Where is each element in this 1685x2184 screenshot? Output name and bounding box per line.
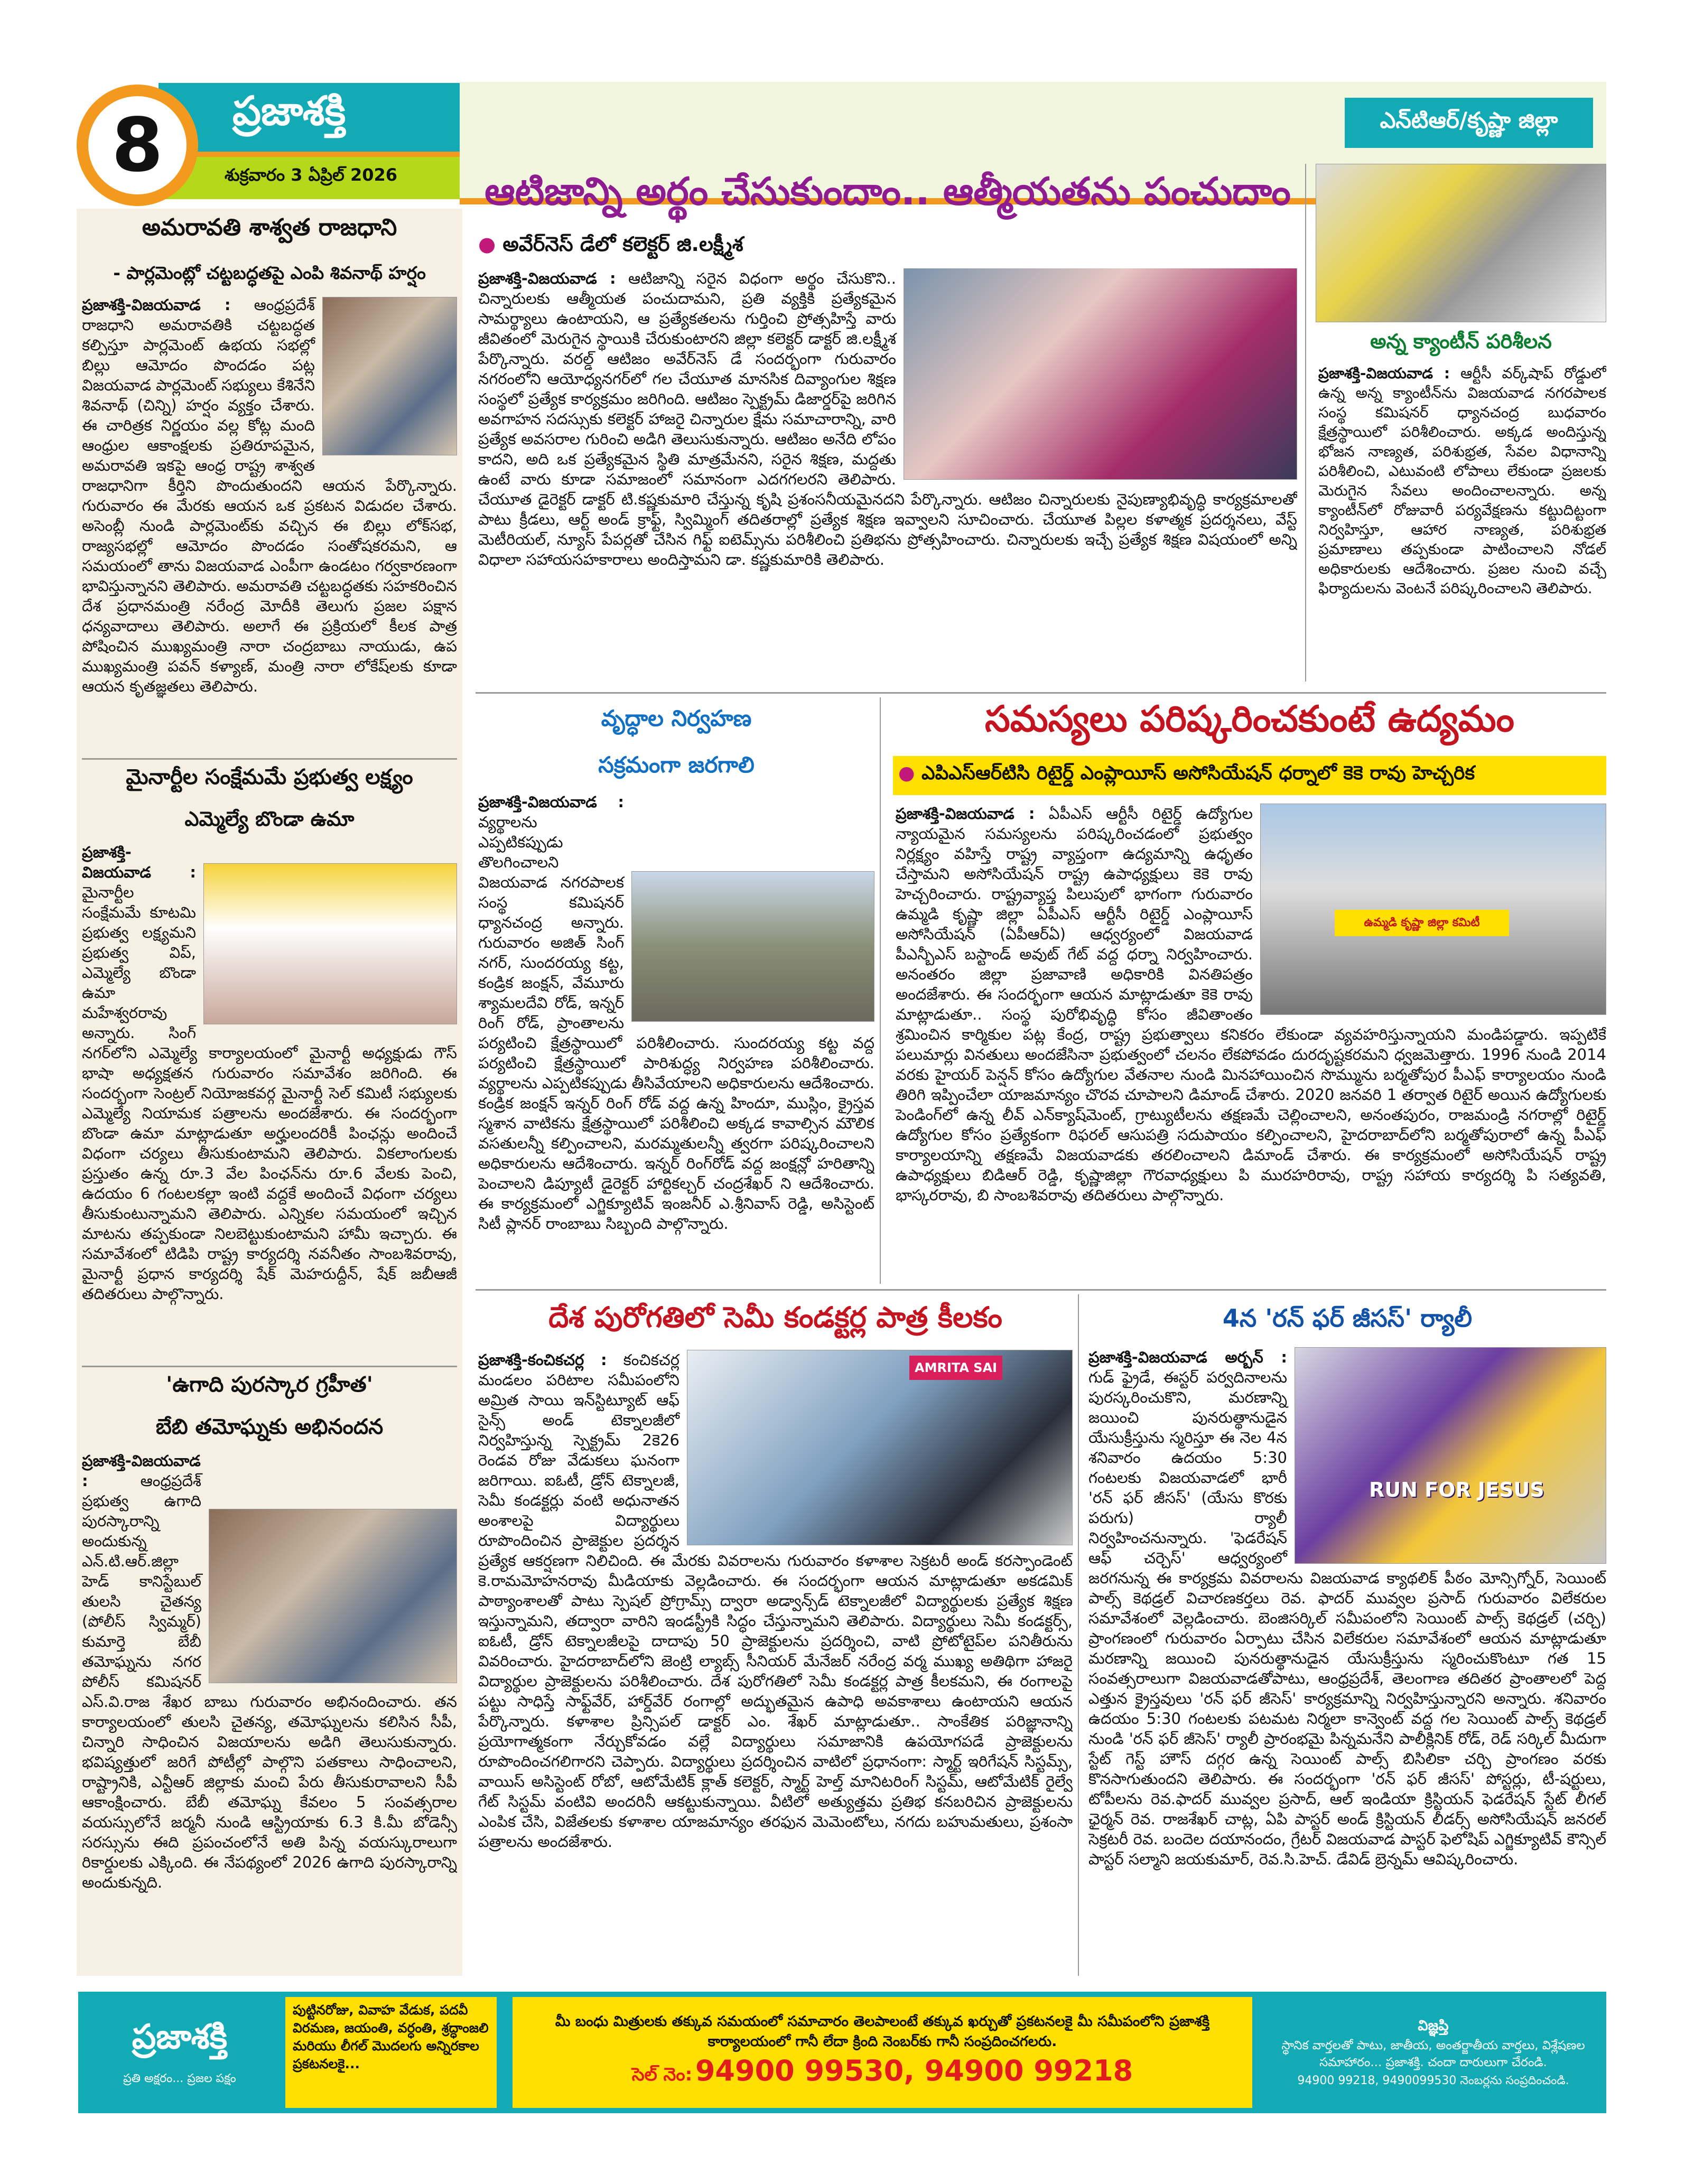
- masthead-orange-band: [159, 152, 460, 157]
- divider: [476, 692, 1606, 694]
- page-number-badge: [77, 85, 198, 206]
- semiconductor-article: [478, 1301, 1073, 1973]
- ugadi-body: ప్రజాశక్తి-విజయవాడ : ఆంధ్రప్రదేశ్ ప్రభుత్వ ఉగాది పురస్కారాన్ని అందుకున్న ఎన్.టి.ఆర్.జిల్లా హెడ్ కానిస్టేబుల్ తులసి చైతన్య (పోలీస్ స్విమ్మర్) కుమార్తె బేబీ తమోఘ్నను నగర పోలీస్ కమిషనర్ ఎస్.వి.రాజ శేఖర బాబు గురువారం అభినందించారు. తన కార్యాలయంలో తులసి చైతన్య, తమోఘ్నలను కలిసిన సీపీ, చిన్నారి సాధించిన విజయాలను అడిగి తెలుసుకున్నారు. భవిష్యత్తులో జరిగే పోటీల్లో పాల్గొని పతకాలు సాధించాలని, రాష్ట్రానికి, ఎన్టీఆర్ జిల్లాకు మంచి పేరు తీసుకురావాలని సీపీ ఆకాంక్షించారు. బేబీ తమోఘ్న కేవలం 5 సంవత్సరాల వయస్సులోనే జర్మనీ నుండి ఆస్ట్రియాకు 6.3 కి.మీ బోడెన్సీ సరస్సును ఈది ప్రపంచంలోనే అతి పిన్న వయస్కురాలుగా రికార్డులకు ఎక్కింది. ఈ నేపథ్యంలో 2026 ఉగాది పురస్కారాన్ని అందుకున్నది.: [82, 1452, 457, 1891]
- rally-poster-photo: [1295, 1347, 1606, 1564]
- semiconductor-headline: దేశ పురోగతిలో సెమీ కండక్టర్ల పాత్ర కీలకం: [548, 1301, 1002, 1334]
- college-banner: AMRITA SAI: [909, 1356, 1002, 1380]
- mp-photo: [322, 297, 457, 455]
- autism-body: ప్రజాశక్తి-విజయవాడ : ఆటిజాన్ని సరైన విధంగా అర్థం చేసుకొని.. చిన్నారులకు ఆత్మీయత పంచుదామని, ప్రతి వ్యక్తికి ప్రత్యేకమైన సామర్థ్యాలు ఉంటాయని, ఆ ప్రత్యేకతలను గుర్తించి ప్రోత్సహిస్తే వారు జీవితంలో మెరుగైన స్థాయికి చేరుకుంటారని జిల్లా కలెక్టర్ డాక్టర్ జి.లక్ష్మీశ పేర్కొన్నారు. వరల్డ్ ఆటిజం అవేర్‌నెస్ డే సందర్భంగా గురువారం నగరంలోని ఆయోధ్యనగర్‌లో గల చేయూత మానసిక దివ్యాంగుల శిక్షణ సంస్థలో ప్రత్యేక కార్యక్రమం జరిగింది. ఆటిజం స్పెక్ట్రమ్ డిజార్డర్‌పై జరిగిన అవగాహన సదస్సుకు కలెక్టర్ హాజరై చిన్నారుల క్షేమ సమాచారాన్ని, వారి ప్రత్యేక అవసరాల గురించి అడిగి తెలుసుకున్నారు. ఆటిజం అనేది లోపం కాదని, అది ఒక ప్రత్యేకమైన స్థితి మాత్రమేనని, సరైన శిక్షణ, మద్దతు ఉంటే వారు కూడా సమాజంలో సమానంగా ఎదగగలరని తెలిపారు. చేయూత డైరెక్టర్ డాక్టర్ టి.కష్ణకుమారి చేస్తున్న కృషి ప్రశంసనీయమైనదని పేర్కొన్నారు. ఆటిజం చిన్నారులకు నైపుణ్యాభివృద్ధి కార్యక్రమాలతో పాటు క్రీడలు, ఆర్ట్ అండ్ క్రాఫ్ట్, స్విమ్మింగ్ తదితరాల్లో ప్రత్యేక శిక్షణ ఇవ్వాలని సూచించారు. చేయూత పిల్లల కళాత్మక ప్రదర్శనలు, వేస్ట్ మెటీరియల్, న్యూస్ పేపర్లతో చేసిన గిఫ్ట్ ఐటెమ్స్‌ను పరిశీలించి ప్రతిభను ప్రోత్సహించారు. చిన్నారులకు ఇచ్చే ప్రత్యేక శిక్షణ విషయంలో అన్ని విధాలా సహాయసహకారాలు అందిస్తామని డా. కష్ణకుమారికి తెలిపారు.: [478, 268, 1297, 687]
- cell-numbers: 94900 99530, 94900 99218: [695, 2054, 1133, 2087]
- apsrtc-protest-photo: [1260, 804, 1606, 1015]
- minorities-body: ప్రజాశక్తి-విజయవాడ : మైనార్టీల సంక్షేమమే కూటమి ప్రభుత్వ లక్ష్యమని ప్రభుత్వ విప్, ఎమ్మెల్యే బొండా ఉమా మహేశ్వరరావు అన్నారు. సింగ్ నగర్‌లోని ఎమ్మెల్యే కార్యాలయంలో మైనార్టీ అధ్యక్షుడు గౌస్ భాషా అధ్యక్షతన గురువారం సమావేశం జరిగింది. ఈ సందర్భంగా సెంట్రల్ నియోజకవర్గ మైనార్టీ సెల్ కమిటీ సభ్యులకు ఎమ్మెల్యే నియామక పత్రాలను అందజేశారు. ఈ సందర్భంగా బొండా ఉమా మాట్లాడుతూ అర్హులందరికీ పింఛన్లు అందించే విధంగా చర్యలు తీసుకుంటామని తెలిపారు. వికలాంగులకు ప్రస్తుతం ఉన్న రూ.3 వేల పింఛన్‌ను రూ.6 వేలకు పెంచి, ఉదయం 6 గంటలకల్లా ఇంటి వద్దకే అందించే విధంగా చర్యలు తీసుకుంటున్నామని తెలిపారు. ఎన్నికల సమయంలో ఇచ్చిన మాటను తప్పకుండా నిలబెట్టుకుంటామని హామీ ఇచ్చారు. ఈ సమావేశంలో టిడిపి రాష్ట్ర కార్యదర్శి నవనీతం సాంబశివరావు, మైనార్టీ ప్రధాన కార్యదర్శి షేక్ మెహరుద్దీన్, షేక్ జబీఆజీ తదితరులు పాల్గొన్నారు.: [82, 843, 457, 1303]
- footer-cell: [632, 2055, 1133, 2094]
- cell-label: సెల్ నెం:: [631, 2064, 693, 2085]
- autism-event-photo: [904, 268, 1297, 480]
- canteen-article: [1316, 164, 1606, 682]
- notice-title: విజ్ఞప్తి: [1418, 2018, 1449, 2034]
- edition-label: ఎన్‌టిఆర్/కృష్ణా జిల్లా: [1345, 98, 1593, 148]
- page-number: 8: [111, 102, 163, 189]
- issue-date: శుక్రవారం 3 ఏప్రిల్ 2026: [225, 165, 398, 185]
- footer-tagline: ప్రతి అక్షరం... ప్రజల పక్షం: [123, 2071, 236, 2085]
- minorities-subhead: ఎమ్మెల్యే బొండా ఉమా: [184, 807, 355, 830]
- footer-offer-box: [513, 1997, 1252, 2108]
- semiconductor-photo: [687, 1350, 1073, 1545]
- roads-headline-2: సక్రమంగా జరగాలి: [598, 752, 755, 778]
- runforjesus-article: [1088, 1304, 1606, 1973]
- column-rule: [1305, 164, 1306, 682]
- divider: [476, 1289, 1606, 1291]
- commissioner-photo: [209, 1509, 457, 1683]
- paper-name: ప్రజాశక్తి: [232, 87, 346, 134]
- apsrtc-article: [893, 698, 1606, 1284]
- ugadi-headline: బేబి తమోఘ్నకు అభినందన: [155, 1415, 384, 1439]
- roads-headline-1: వృద్ధాల నిర్వహణ: [601, 705, 752, 731]
- minorities-article: [82, 765, 457, 1362]
- footer-brand: ప్రజాశక్తి: [132, 2017, 228, 2057]
- column-rule: [880, 697, 881, 1284]
- roads-inspection-photo: [631, 871, 874, 1022]
- semiconductor-body: AMRITA SAI ప్రజాశక్తి-కంచికచర్ల : కంచికచర్ల మండలం పరిటాల సమీపంలోని అమ్రిత సాయి ఇన్‌స్టిట్యూట్ ఆఫ్ సైన్స్ అండ్ టెక్నాలజీలో నిర్వహిస్తున్న స్పెక్ట్రమ్ 2కె26 రెండవ రోజు వేడుకలు ఘనంగా జరిగాయి. ఐఓటీ, డ్రోన్ టెక్నాలజీ, సెమీ కండక్టర్లు వంటి అధునాతన అంశాలపై విద్యార్థులు రూపొందించిన ప్రాజెక్టుల ప్రదర్శన ప్రత్యేక ఆకర్షణగా నిలిచింది. ఈ మేరకు వివరాలను గురువారం కళాశాల సెక్రటరీ అండ్ కరస్పాండెంట్ కె.రామమోహనరావు మీడియాకు వెల్లడించారు. ఈ సందర్భంగా ఆయన మాట్లాడుతూ అకడమిక్ పాఠ్యాంశాలతో పాటు స్పెషల్ ప్రోగ్రామ్స్ ద్వారా అడ్వాన్స్‌డ్ టెక్నాలజీలో విద్యార్థులకు ప్రత్యేక శిక్షణ ఇస్తున్నామని, తద్వారా వారిని ఇండస్ట్రీకి సిద్ధం చేస్తున్నామని తెలిపారు. విద్యార్థులు సెమీ కండక్టర్స్, ఐఓటీ, డ్రోన్ టెక్నాలజీలపై దాదాపు 50 ప్రాజెక్టులను ప్రదర్శించి, వాటి ప్రోటోటైప్‌ల పనితీరును వివరించారు. హైదరాబాద్‌లోని జెంట్రి ల్యాబ్స్ సీనియర్ మేనేజర్ నరేంద్ర వర్మ ముఖ్య అతిథిగా హాజరై విద్యార్థుల ప్రాజెక్టులను పరిశీలించారు. దేశ పురోగతిలో సెమీ కండక్టర్ల పాత్ర కీలకమని, ఈ రంగాలపై పట్టు సాధిస్తే సాఫ్ట్‌వేర్, హార్డ్‌వేర్ రంగాల్లో అద్భుతమైన ఉపాధి అవకాశాలు ఉంటాయని ఆయన పేర్కొన్నారు. కళాశాల ప్రిన్సిపల్ డాక్టర్ ఎం. శేఖర్ మాట్లాడుతూ.. సాంకేతిక పరిజ్ఞానాన్ని ప్రయోగాత్మకంగా నేర్చుకోవడం వల్లే విద్యార్థులు సమాజానికి ఉపయోగపడే ప్రాజెక్టులను రూపొందించగలిగారని చెప్పారు. విద్యార్థులు ప్రదర్శించిన వాటిలో ప్రధానంగా: స్మార్ట్ ఇరిగేషన్ సిస్టమ్స్, వాయిస్ అసిస్టెంట్ రోబో, ఆటోమేటిక్ క్లాత్ కలెక్టర్, స్మార్ట్ హెల్త్ మానిటరింగ్ సిస్టమ్, ఆటోమేటిక్ రైల్వే గేట్ సిస్టమ్ వంటివి అందరినీ ఆకట్టుకున్నాయి. వీటిలో అత్యుత్తమ ప్రతిభ కనబరిచిన ప్రాజెక్టులను ఎంపిక చేసి, విజేతలకు కళాశాల యాజమాన్యం తరఫున మెమెంటోలు, నగదు బహుమతులు, ప్రశంసా పత్రాలను అందజేశారు.: [478, 1351, 1073, 1851]
- ugadi-kicker: 'ఉగాది పురస్కార గ్రహీత': [166, 1373, 373, 1397]
- divider: [82, 758, 457, 760]
- runforjesus-headline: 4న 'రన్ ఫర్ జీసస్' ర్యాలీ: [1222, 1304, 1473, 1332]
- canteen-headline: అన్న క్యాంటీన్ పరిశీలన: [1370, 330, 1552, 353]
- roads-article: [478, 705, 874, 1284]
- notice-numbers: 94900 99218, 9490099530 నెంబర్లను సంప్రదించండి.: [1297, 2074, 1569, 2087]
- roads-body: ప్రజాశక్తి-విజయవాడ : వ్యర్థాలను ఎప్పటికప్పుడు తొలగించాలని విజయవాడ నగరపాలక సంస్థ కమిషనర్ ధ్యానచంద్ర అన్నారు. గురువారం అజిత్ సింగ్ నగర్, సుందరయ్య కట్ట, కండ్రిక జంక్షన్, వేమూరు శ్యామలదేవి రోడ్, ఇన్నర్ రింగ్ రోడ్, ప్రాంతాలను పర్యటించి క్షేత్రస్థాయిలో పరిశీలించారు. సుందరయ్య కట్ట వద్ద పర్యటించి క్షేత్రస్థాయిలో పారిశుద్ధ్య నిర్వహణ పరిశీలించారు. వ్యర్థాలను ఎప్పటికప్పుడు తీసివేయాలని అధికారులను ఆదేశించారు. కండ్రిక జంక్షన్ ఇన్నర్ రింగ్ రోడ్ వద్ద ఉన్న హిందూ, ముస్లిం, క్రైస్తవ స్మశాన వాటికను క్షేత్రస్థాయిలో పరిశీలించి అక్కడ కావాల్సిన మౌలిక వసతులన్నీ కల్పించాలని, మరమ్మతులన్నీ త్వరగా పరిష్కరించాలని అధికారులను ఆదేశించారు. ఇన్నర్ రింగ్‌రోడ్ వద్ద జంక్షన్లో హరితాన్ని పెంచాలని డిప్యూటీ డైరెక్టర్ హార్టికల్చర్ చంద్రశేఖర్ ని ఆదేశించారు. ఈ కార్యక్రమంలో ఎగ్జిక్యూటివ్ ఇంజనీర్ ఎ.శ్రీనివాస్ రెడ్డి, అసిస్టెంట్ సిటీ ప్లానర్ రాంబాబు సిబ్బంది పాల్గొన్నారు.: [478, 793, 874, 1233]
- minorities-headline: మైనార్టీల సంక్షేమమే ప్రభుత్వ లక్ష్యం: [126, 765, 413, 789]
- divider: [82, 1366, 457, 1367]
- apsrtc-headline: సమస్యలు పరిష్కరించకుంటే ఉద్యమం: [984, 698, 1515, 740]
- apsrtc-subhead: ● ఎపిఎస్‌ఆర్‌టిసి రిటైర్డ్ ఎంప్లాయీస్ అసోసియేషన్ ధర్నాలో కెకె రావు హెచ్చరిక: [893, 756, 1606, 795]
- autism-article: [478, 169, 1297, 687]
- column-rule: [1078, 1294, 1079, 1976]
- footer-offer: మీ బంధు మిత్రులకు తక్కువ సమయంలో సమాచారం తెలపాలంటే తక్కువ ఖర్చుతో ప్రకటనలకై మీ సమీపంలోని ప్రజాశక్తి కార్యాలయంలో గానీ లేదా క్రింది నెంబర్‌కు గానీ సంప్రదించగలరు.: [555, 2013, 1210, 2050]
- canteen-photo: [1316, 164, 1606, 322]
- amaravati-article: [82, 214, 457, 753]
- autism-headline: ఆటిజాన్ని అర్థం చేసుకుందాం.. ఆత్మీయతను పంచుదాం: [485, 169, 1291, 213]
- rally-banner: RUN FOR JESUS: [1369, 1478, 1544, 1501]
- amaravati-body: ప్రజాశక్తి-విజయవాడ : ఆంధ్రప్రదేశ్ రాజధాని అమరావతికి చట్టబద్ధత కల్పిస్తూ పార్లమెంట్ ఉభయ సభల్లో బిల్లు ఆమోదం పొందడం పట్ల విజయవాడ పార్లమెంట్ సభ్యులు కేశినేని శివనాథ్ (చిన్ని) హర్షం వ్యక్తం చేశారు. ఈ చారిత్రక నిర్ణయం వల్ల కోట్ల మంది ఆంధ్రుల ఆకాంక్షలకు ప్రతిరూపమైన, అమరావతి ఇకపై ఆంధ్ర రాష్ట్ర శాశ్వత రాజధానిగా కీర్తిని పొందుతుందని ఆయన పేర్కొన్నారు. గురువారం ఈ మేరకు ఆయన ఒక ప్రకటన విడుదల చేశారు. అసెంబ్లీ నుండి పార్లమెంట్‌కు వచ్చిన ఈ బిల్లు లోక్‌సభ, రాజ్యసభల్లో ఆమోదం పొందడం సంతోషకరమని, ఆ సమయంలో తాను విజయవాడ ఎంపీగా ఉండటం గర్వకారణంగా భావిస్తున్నానని తెలిపారు. అమరావతి చట్టబద్ధతకు సహకరించిన దేశ ప్రధానమంత్రి నరేంద్ర మోదీకి తెలుగు ప్రజల పక్షాన ధన్యవాదాలు తెలిపారు. అలాగే ఈ ప్రక్రియలో కీలక పాత్ర పోషించిన ముఖ్యమంత్రి నారా చంద్రబాబు నాయుడు, ఉప ముఖ్యమంత్రి పవన్ కళ్యాణ్, మంత్రి నారా లోకేష్‌లకు కూడా ఆయన కృతజ్ఞతలు తెలిపారు.: [82, 296, 457, 695]
- mla-event-photo: [203, 863, 457, 1024]
- notice-block: [1263, 1996, 1604, 2110]
- amaravati-subhead: - పార్లమెంట్లో చట్టబద్ధతపై ఎంపి శివనాథ్ హర్షం: [113, 263, 426, 283]
- amaravati-headline: అమరావతి శాశ్వత రాజధాని: [142, 214, 397, 241]
- notice-body: స్థానిక వార్తలతో పాటు, జాతీయ, అంతర్జాతీయ వార్తలు, విశ్లేషణల సమాహారం... ప్రజాశక్తి. చందా దారులుగా చేరండి.: [1281, 2039, 1585, 2069]
- protest-banner: ఉమ్మడి కృష్ణా జిల్లా కమిటీ: [1335, 910, 1509, 936]
- autism-subhead: ● అవేర్‌నెస్ డేలో కలెక్టర్ జి.లక్ష్మీశ: [478, 232, 743, 256]
- canteen-body: ప్రజాశక్తి-విజయవాడ : ఆర్టీసీ వర్క్‌షాప్ రోడ్డులో ఉన్న అన్న క్యాంటీన్‌ను విజయవాడ నగరపాలక సంస్థ కమిషనర్ ధ్యానచంద్ర బుధవారం క్షేత్రస్థాయిలో పరిశీలించారు. అక్కడ అందిస్తున్న భోజన నాణ్యత, పరిశుభ్రత, సేవల విధానాన్ని పరిశీలించి, ఎటువంటి లోపాలు లేకుండా ప్రజలకు మెరుగైన సేవలు అందించాలన్నారు. అన్న క్యాంటీన్‌లో రోజువారీ పర్యవేక్షణను కట్టుదిట్టంగా నిర్వహిస్తూ, ఆహార నాణ్యత, పరిశుభ్రత ప్రమాణాలు తప్పకుండా పాటించాలని నోడల్ అధికారులకు ఆదేశించారు. ప్రజల నుంచి వచ్చే ఫిర్యాదులను వెంటనే పరిష్కరించాలని తెలిపారు.: [1318, 365, 1606, 597]
- footer-occasions: పుట్టినరోజు, వివాహ వేడుక, పదవీ విరమణ, జయంతి, వర్ధంతి, శ్రద్ధాంజలి మరియు లీగల్ మొదలగు అన్నిరకాల ప్రకటనలకై...: [285, 1997, 497, 2108]
- runforjesus-body: RUN FOR JESUS ప్రజాశక్తి-విజయవాడ అర్బన్ : గుడ్ ఫ్రైడే, ఈస్టర్ పర్వదినాలను పురస్కరించుకొని, మరణాన్ని జయించి పునరుత్థానుడైన యేసుక్రీస్తును స్మరిస్తూ ఈ నెల 4న శనివారం ఉదయం 5:30 గంటలకు విజయవాడలో భారీ 'రన్ ఫర్ జీసస్' (యేసు కొరకు పరుగు) ర్యాలీ నిర్వహించనున్నారు. 'ఫెడరేషన్ ఆఫ్ చర్చెస్' ఆధ్వర్యంలో జరగనున్న ఈ కార్యక్రమ వివరాలను విజయవాడ క్యాథలిక్ పీఠం మోన్సిగ్నోర్, సెయింట్ పాల్స్ కెథడ్రల్ విచారణకర్తలు రెవ. ఫాదర్ మువ్వల ప్రసాద్ గురువారం విలేకరుల సమావేశంలో వెల్లడించారు. బెంజిసర్కిల్ సమీపంలోని సెయింట్ పాల్స్ కెథడ్రల్ (చర్చి) ప్రాంగణంలో గురువారం ఏర్పాటు చేసిన విలేకరుల సమావేశంలో ఆయన మాట్లాడుతూ మరణాన్ని జయించి పునరుత్థానుడైన యేసుక్రీస్తును స్మరించుకొంటూ గత 15 సంవత్సరాలుగా విజయవాడతోపాటు, ఆంధ్రప్రదేశ్, తెలంగాణ తదితర ప్రాంతాలలో పెద్ద ఎత్తున క్రైస్తవులు 'రన్ ఫర్ జీసెస్' కార్యక్రమాన్ని నిర్వహిస్తున్నారని అన్నారు. శనివారం ఉదయం 5:30 గంటలకు పటమట నిర్మలా కాన్వెంట్ వద్ద గల సెయింట్ పాల్స్ కెథడ్రల్ నుండి 'రన్ ఫర్ జీసెస్' ర్యాలీ ప్రారంభమై పిన్నమనేని పాలీక్లినిక్ రోడ్, రెడ్ సర్కిల్ మీదుగా స్టేట్ గెస్ట్ హౌస్ దగ్గర ఉన్న సెయింట్ పాల్స్ బిసిలికా చర్చి ప్రాంగణం వరకు కొనసాగుతుందని తెలిపారు. ఈ సందర్భంగా 'రన్ ఫర్ జీసస్' పోస్టర్లు, టీ-షర్టులు, టోపీలను రెవ.ఫాదర్ మువ్వల ప్రసాద్, ఆల్ ఇండియా క్రిస్టియన్ ఫెడరేషన్ స్టేట్ లీగల్ ఛైర్మన్ రెవ. రాజశేఖర్ చాట్ల, ఏపి పాస్టర్ అండ్ క్రిస్టియన్ లీడర్స్ అసోసియేషన్ జనరల్ సెక్రటరీ రెవ. బందెల దయానందం, గ్రేటర్ విజయవాడ పాస్టర్ ఫెలోషిప్ ఎగ్జిక్యూటివ్ కౌన్సిల్ పాస్టర్ సల్మాని జయకుమార్, రెవ.సి.హెచ్. డేవిడ్ బ్రెన్నమ్ ఆవిష్కరించారు.: [1088, 1348, 1606, 1868]
- ugadi-article: [82, 1373, 457, 1972]
- apsrtc-body: ఉమ్మడి కృష్ణా జిల్లా కమిటీ ప్రజాశక్తి-విజయవాడ : ఏపీఎస్ ఆర్టీసీ రిటైర్డ్ ఉద్యోగుల న్యాయమైన సమస్యలను పరిష్కరించడంలో ప్రభుత్వం నిర్లక్ష్యం వహిస్తే రాష్ట్ర వ్యాప్తంగా ఉద్యమాన్ని ఉధృతం చేస్తామని అసోసియేషన్ రాష్ట్ర ఉపాధ్యక్షులు కెకె రావు హెచ్చరించారు. రాష్ట్రవ్యాప్త పిలుపులో భాగంగా గురువారం ఉమ్మడి కృష్ణా జిల్లా ఏపీఎస్ ఆర్టీసీ రిటైర్డ్ ఎంప్లాయీస్ అసోసియేషన్ (ఏపీఆర్‌ఏ) ఆధ్వర్యంలో విజయవాడ పీఎన్బీఎస్ బస్టాండ్ అవుట్ గేట్ వద్ద ధర్నా నిర్వహించారు. అనంతరం జిల్లా ప్రజావాణి అధికారికి వినతిపత్రం అందజేశారు. ఈ సందర్భంగా ఆయన మాట్లాడుతూ కెకె రావు మాట్లాడుతూ.. సంస్థ పురోభివృద్ధి కోసం జీవితాంతం శ్రమించిన కార్మికుల పట్ల కేంద్ర, రాష్ట్ర ప్రభుత్వాలు కనికరం లేకుండా వ్యవహరిస్తున్నాయని మండిపడ్డారు. ఇప్పటికే పలుమార్లు వినతులు అందజేసినా ప్రభుత్వంలో చలనం లేకపోవడం దురదృష్టకరమని ధ్వజమెత్తారు. 1996 నుండి 2014 వరకు హైయర్ పెన్షన్ కోసం ఉద్యోగుల వేతనాల నుండి మినహాయించిన సొమ్మును బర్మతోపుర పీఎఫ్ కార్యాలయం నుండి తిరిగి ఇప్పించేలా యాజమాన్యం చొరవ చూపాలని డిమాండ్ చేశారు. 2020 జనవరి 1 తర్వాత రిటైర్ అయిన ఉద్యోగులకు పెండింగ్‌లో ఉన్న లీవ్ ఎన్‌క్యాష్‌మెంట్, గ్రాట్యుటీలను తక్షణమే చెల్లించాలని, అనంతపురం, రాజమండ్రి నగరాల్లో రిటైర్డ్ ఉద్యోగుల కోసం ప్రత్యేకంగా రిఫరల్ ఆసుపత్రి సదుపాయం కల్పించాలని, హైదరాబాద్‌లోని బర్మతోపురాలో ఉన్న పీఎఫ్ కార్యాలయాన్ని తక్షణమే విజయవాడకు తరలించాలని డిమాండ్ చేశారు. ఈ కార్యక్రమంలో అసోసియేషన్ రాష్ట్ర ఉపాధ్యక్షులు బిడిఆర్ రెడ్డి, కృష్ణాజిల్లా గౌరవాధ్యక్షులు పి మురహరిరావు, రాష్ట్ర సహాయ కార్యదర్శి పి సత్యవతి, భాస్కరరావు, బి సాంబశివరావు తదితరులు పాల్గొన్నారు.: [896, 805, 1606, 1204]
- footer-brand-block: [85, 1997, 275, 2108]
